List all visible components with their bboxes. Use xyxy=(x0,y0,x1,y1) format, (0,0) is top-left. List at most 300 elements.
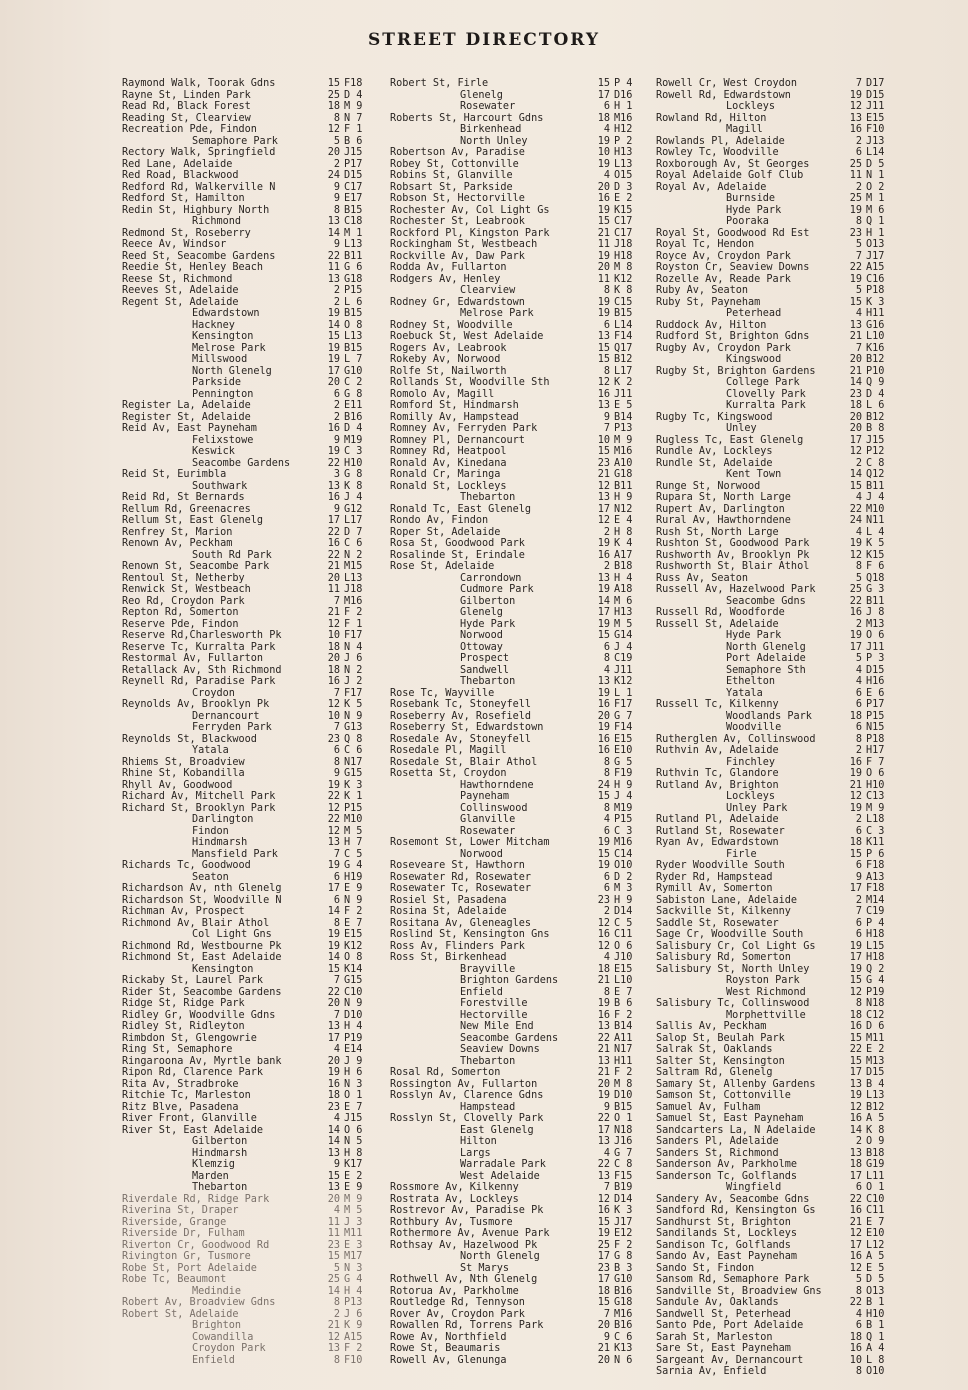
street-name: Rochester Av, Col Light Gs xyxy=(390,204,550,216)
grid-ref: D 3 xyxy=(614,181,633,193)
map-page: 6 xyxy=(855,722,862,733)
map-page: 13 xyxy=(597,400,610,411)
grid-ref: J17 xyxy=(866,250,885,262)
map-page: 16 xyxy=(849,756,862,768)
grid-ref: C13 xyxy=(866,791,885,802)
grid-ref: H 4 xyxy=(344,1285,363,1297)
map-page: 8 xyxy=(333,1297,340,1308)
map-page: 17 xyxy=(597,1274,610,1285)
street-name: Richmond Rd, Westbourne Pk xyxy=(122,940,282,952)
street-name: Thebarton xyxy=(460,1055,516,1067)
directory-entry xyxy=(656,113,896,125)
street-name: Reid Rd, St Bernards xyxy=(122,492,245,503)
grid-ref: L 6 xyxy=(344,296,363,308)
grid-ref: P15 xyxy=(866,710,885,722)
street-name: Rosiel St, Pasadena xyxy=(390,894,507,906)
street-name: Birkenhead xyxy=(460,124,522,135)
street-name: Sandcarters La, N Adelaide xyxy=(656,1124,816,1136)
street-name: Sando St, Findon xyxy=(656,1262,755,1274)
map-page: 18 xyxy=(849,1009,862,1021)
street-name: Rosewater Rd, Rosewater xyxy=(390,871,532,883)
map-page: 6 xyxy=(603,871,610,883)
street-name: Rollands St, Woodville Sth xyxy=(390,377,550,388)
street-name: Rosewater xyxy=(460,101,516,112)
grid-ref: H13 xyxy=(614,607,633,618)
map-page: 25 xyxy=(327,1274,340,1285)
grid-ref: B 6 xyxy=(614,998,633,1009)
map-page: 6 xyxy=(333,871,340,883)
directory-entry xyxy=(390,262,644,274)
map-page: 16 xyxy=(327,538,340,549)
grid-ref: M10 xyxy=(344,814,363,825)
street-name: Samary St, Allenby Gardens xyxy=(656,1078,816,1090)
street-name: Findon xyxy=(192,825,229,837)
directory-entry xyxy=(122,1021,374,1033)
street-name: Robey St, Cottonville xyxy=(390,158,519,170)
street-name: Ringaroona Av, Myrtle bank xyxy=(122,1055,282,1067)
street-name: Glanville xyxy=(460,814,516,825)
street-name: Rushworth St, Blair Athol xyxy=(656,561,810,572)
directory-entry xyxy=(122,826,374,838)
grid-ref: K 5 xyxy=(344,699,363,710)
directory-entry xyxy=(656,216,896,228)
street-name: Samuel St, East Payneham xyxy=(656,1113,804,1124)
street-name: Royal Av, Adelaide xyxy=(656,181,767,193)
directory-entry xyxy=(122,400,374,412)
map-page: 10 xyxy=(327,630,340,641)
street-name: Rentoul St, Netherby xyxy=(122,572,245,584)
map-page: 2 xyxy=(855,457,862,469)
map-page: 8 xyxy=(855,998,862,1009)
directory-entry xyxy=(656,757,896,769)
directory-entry xyxy=(122,389,374,401)
map-page: 8 xyxy=(603,768,610,779)
map-page: 6 xyxy=(603,641,610,653)
grid-ref: J 2 xyxy=(344,676,363,687)
street-name: Croydon Park xyxy=(192,1343,266,1354)
map-page: 14 xyxy=(327,1136,340,1147)
grid-ref: C15 xyxy=(614,296,633,308)
map-page: 22 xyxy=(327,457,340,469)
street-name: Magill xyxy=(726,124,763,135)
directory-entry xyxy=(656,124,896,136)
directory-entry xyxy=(656,872,896,884)
directory-entry xyxy=(390,78,644,90)
street-name: Salisbury Tc, Collinswood xyxy=(656,998,810,1009)
directory-entry xyxy=(656,688,896,700)
street-name: Rowland Rd, Hilton xyxy=(656,112,767,124)
grid-ref: D 4 xyxy=(344,423,363,434)
grid-ref: J 4 xyxy=(344,492,363,503)
directory-entry xyxy=(390,90,644,102)
grid-ref: D 4 xyxy=(866,388,885,400)
street-name: Redford Rd, Walkerville N xyxy=(122,181,276,193)
map-page: 14 xyxy=(327,906,340,917)
grid-ref: C 5 xyxy=(614,917,633,929)
map-page: 14 xyxy=(327,319,340,331)
map-page: 4 xyxy=(333,1113,340,1124)
street-name: Unley xyxy=(726,423,757,434)
grid-ref: B12 xyxy=(614,354,633,365)
street-name: Royston Park xyxy=(726,975,800,986)
directory-entry xyxy=(656,274,896,286)
grid-ref: O 8 xyxy=(344,319,363,331)
column-3 xyxy=(656,78,896,1378)
grid-ref: N15 xyxy=(866,722,885,733)
map-page: 22 xyxy=(849,1044,862,1055)
map-page: 16 xyxy=(327,1078,340,1090)
map-page: 15 xyxy=(597,354,610,365)
directory-entry xyxy=(390,607,644,619)
map-page: 25 xyxy=(849,193,862,204)
map-page: 17 xyxy=(327,1032,340,1044)
directory-entry xyxy=(122,1355,374,1367)
grid-ref: L17 xyxy=(614,365,633,377)
directory-entry xyxy=(122,147,374,159)
street-name: Royal Adelaide Golf Club xyxy=(656,170,804,181)
grid-ref: H 4 xyxy=(344,1021,363,1032)
street-name: Ronald Av, Kinedana xyxy=(390,457,507,469)
street-name: Rutland St, Rosewater xyxy=(656,825,785,837)
street-name: South Rd Park xyxy=(192,549,272,561)
directory-entry xyxy=(122,1136,374,1148)
grid-ref: M 1 xyxy=(344,227,363,239)
directory-entry xyxy=(122,665,374,677)
street-name: Reo Rd, Croydon Park xyxy=(122,595,245,607)
directory-entry xyxy=(656,803,896,815)
directory-entry xyxy=(122,906,374,918)
directory-entry xyxy=(390,136,644,148)
directory-entry xyxy=(390,1067,644,1079)
directory-entry xyxy=(122,101,374,113)
street-name: Ross Av, Flinders Park xyxy=(390,940,525,952)
map-page: 4 xyxy=(603,814,610,825)
street-name: Romney Pl, Dernancourt xyxy=(390,434,525,446)
street-name: Largs xyxy=(460,1147,491,1159)
directory-entry xyxy=(122,90,374,102)
street-name: Salisbury Cr, Col Light Gs xyxy=(656,940,816,952)
street-name: Kent Town xyxy=(726,469,782,480)
directory-entry xyxy=(122,768,374,780)
map-page: 15 xyxy=(327,1170,340,1182)
grid-ref: G 8 xyxy=(344,469,363,480)
grid-ref: H10 xyxy=(866,779,885,791)
directory-entry xyxy=(656,1332,896,1344)
directory-entry xyxy=(390,285,644,297)
grid-ref: Q 8 xyxy=(344,733,363,745)
map-page: 20 xyxy=(597,181,610,193)
grid-ref: G12 xyxy=(344,503,363,515)
directory-entry xyxy=(390,987,644,999)
street-name: Ridley St, Ridleyton xyxy=(122,1021,245,1032)
grid-ref: M16 xyxy=(614,837,633,848)
street-name: Rowlands Pl, Adelaide xyxy=(656,135,785,147)
grid-ref: K 3 xyxy=(344,779,363,791)
street-name: Edwardstown xyxy=(192,308,260,319)
map-page: 12 xyxy=(597,515,610,526)
grid-ref: M 8 xyxy=(614,1078,633,1090)
grid-ref: B15 xyxy=(614,1101,633,1113)
directory-entry xyxy=(122,1044,374,1056)
grid-ref: K12 xyxy=(614,676,633,687)
map-page: 6 xyxy=(603,101,610,112)
map-page: 15 xyxy=(849,975,862,986)
grid-ref: O 8 xyxy=(344,952,363,963)
grid-ref: J 9 xyxy=(344,1055,363,1067)
grid-ref: E 7 xyxy=(866,1216,885,1228)
street-name: Ethelton xyxy=(726,676,776,687)
directory-entry xyxy=(122,343,374,355)
street-name: Richmond xyxy=(192,216,242,227)
grid-ref: K14 xyxy=(344,963,363,975)
grid-ref: G 7 xyxy=(614,710,633,722)
directory-entry xyxy=(390,906,644,918)
grid-ref: F10 xyxy=(344,1354,363,1366)
map-page: 15 xyxy=(327,963,340,975)
street-name: Hyde Park xyxy=(460,618,516,630)
page-title: STREET DIRECTORY xyxy=(367,30,601,50)
map-page: 15 xyxy=(597,342,610,354)
grid-ref: P13 xyxy=(614,423,633,434)
street-name: Ritz Blve, Pasadena xyxy=(122,1101,239,1113)
grid-ref: G 4 xyxy=(344,1274,363,1285)
directory-entry xyxy=(390,366,644,378)
grid-ref: L13 xyxy=(344,239,363,250)
map-page: 19 xyxy=(327,308,340,319)
street-name: Rimbdon St, Glengowrie xyxy=(122,1032,257,1044)
street-name: Yatala xyxy=(726,687,763,699)
grid-ref: K 4 xyxy=(614,538,633,549)
grid-ref: C 3 xyxy=(344,446,363,457)
grid-ref: B18 xyxy=(866,1147,885,1159)
street-name: Norwood xyxy=(460,630,503,641)
directory-entry xyxy=(390,1251,644,1263)
directory-entry xyxy=(390,1240,644,1252)
map-page: 12 xyxy=(327,825,340,837)
directory-entry xyxy=(390,918,644,930)
street-name: Rushworth Av, Brooklyn Pk xyxy=(656,549,810,561)
street-name: Ross St, Birkenhead xyxy=(390,952,507,963)
map-page: 13 xyxy=(849,1147,862,1159)
street-name: Rush St, North Large xyxy=(656,526,779,538)
directory-entry xyxy=(122,1102,374,1114)
map-page: 12 xyxy=(327,699,340,710)
directory-entry xyxy=(390,435,644,447)
map-page: 22 xyxy=(327,549,340,561)
grid-ref: P 4 xyxy=(866,917,885,929)
map-page: 19 xyxy=(327,342,340,354)
directory-entry xyxy=(390,423,644,435)
directory-entry xyxy=(390,331,644,343)
directory-entry xyxy=(122,1263,374,1275)
directory-entry xyxy=(390,872,644,884)
directory-entry xyxy=(390,182,644,194)
grid-ref: E 6 xyxy=(866,687,885,699)
directory-entry xyxy=(122,791,374,803)
map-page: 20 xyxy=(327,653,340,664)
directory-entry xyxy=(656,101,896,113)
street-name: Darlington xyxy=(192,814,254,825)
map-page: 16 xyxy=(597,193,610,204)
map-page: 10 xyxy=(597,434,610,446)
directory-entry xyxy=(122,688,374,700)
grid-ref: G 4 xyxy=(866,975,885,986)
map-page: 5 xyxy=(855,572,862,584)
grid-ref: F 2 xyxy=(614,1239,633,1251)
street-name: Robson St, Hectorville xyxy=(390,193,525,204)
map-page: 19 xyxy=(849,89,862,101)
street-name: Lockleys xyxy=(726,101,776,112)
street-name: Sandwell xyxy=(460,664,510,676)
directory-entry xyxy=(122,550,374,562)
directory-entry xyxy=(390,860,644,872)
street-name: Reed St, Seacombe Gardens xyxy=(122,250,276,262)
directory-entry xyxy=(656,538,896,550)
map-page: 20 xyxy=(327,998,340,1009)
street-name: Richardson St, Woodville N xyxy=(122,894,282,906)
directory-entry xyxy=(390,573,644,585)
directory-entry xyxy=(390,745,644,757)
street-name: Thebarton xyxy=(460,492,516,503)
street-name: Sandison Tc, Golflands xyxy=(656,1239,791,1251)
street-name: Rosslyn St, Clovelly Park xyxy=(390,1113,544,1124)
map-page: 13 xyxy=(327,1021,340,1032)
map-page: 23 xyxy=(597,457,610,469)
map-page: 12 xyxy=(327,802,340,814)
street-name: Royce Av, Croydon Park xyxy=(656,250,791,262)
directory-entry xyxy=(656,561,896,573)
grid-ref: G 4 xyxy=(344,860,363,871)
directory-entry xyxy=(390,1228,644,1240)
street-name: Sackville St, Kilkenny xyxy=(656,906,791,917)
grid-ref: Q12 xyxy=(866,469,885,480)
directory-entry xyxy=(656,308,896,320)
street-name: Sanderson Tc, Golflands xyxy=(656,1170,798,1182)
grid-ref: M11 xyxy=(344,1228,363,1239)
street-name: Read Rd, Black Forest xyxy=(122,101,251,112)
map-page: 16 xyxy=(597,1205,610,1216)
directory-entry xyxy=(122,274,374,286)
map-page: 8 xyxy=(333,917,340,929)
directory-entry xyxy=(390,768,644,780)
map-page: 2 xyxy=(333,411,340,423)
directory-entry xyxy=(122,504,374,516)
directory-entry xyxy=(390,446,644,458)
street-name: Forestville xyxy=(460,998,528,1009)
map-page: 12 xyxy=(327,618,340,630)
map-page: 15 xyxy=(597,848,610,860)
map-page: 4 xyxy=(603,124,610,135)
map-page: 12 xyxy=(849,1228,862,1239)
street-name: Riverina St, Draper xyxy=(122,1205,239,1216)
grid-ref: Q17 xyxy=(614,342,633,354)
grid-ref: Q 9 xyxy=(866,377,885,388)
directory-entry xyxy=(390,1113,644,1125)
street-name: Rosetta St, Croydon xyxy=(390,768,507,779)
grid-ref: J 4 xyxy=(614,791,633,802)
grid-ref: G 6 xyxy=(344,262,363,273)
street-name: Reid Av, East Payneham xyxy=(122,423,257,434)
directory-entry xyxy=(122,941,374,953)
map-page: 20 xyxy=(597,710,610,722)
street-name: College Park xyxy=(726,377,800,388)
map-page: 19 xyxy=(327,1067,340,1078)
grid-ref: N 3 xyxy=(344,1262,363,1274)
street-name: Restormal Av, Fullarton xyxy=(122,653,264,664)
grid-ref: B19 xyxy=(614,1182,633,1193)
street-name: Sallis Av, Peckham xyxy=(656,1021,767,1032)
map-page: 11 xyxy=(849,170,862,181)
grid-ref: J15 xyxy=(344,1113,363,1124)
map-page: 10 xyxy=(849,1354,862,1366)
grid-ref: C19 xyxy=(866,906,885,917)
directory-entry xyxy=(390,964,644,976)
grid-ref: C10 xyxy=(866,1193,885,1205)
street-name: Gilberton xyxy=(192,1136,248,1147)
street-name: Rivington Gr, Tusmore xyxy=(122,1251,251,1262)
street-name: Rymill Av, Somerton xyxy=(656,883,773,894)
street-name: Sabiston Lane, Adelaide xyxy=(656,894,798,906)
map-page: 9 xyxy=(333,1159,340,1170)
grid-ref: H 7 xyxy=(344,837,363,848)
grid-ref: K17 xyxy=(344,1159,363,1170)
map-page: 6 xyxy=(855,929,862,940)
grid-ref: F18 xyxy=(344,78,363,89)
directory-entry xyxy=(122,1240,374,1252)
directory-entry xyxy=(122,377,374,389)
grid-ref: M13 xyxy=(866,1055,885,1067)
map-page: 13 xyxy=(327,1147,340,1159)
street-name: Hindmarsh xyxy=(192,837,248,848)
directory-entry xyxy=(390,676,644,688)
directory-entry xyxy=(122,331,374,343)
street-name: Rugby Tc, Kingswood xyxy=(656,411,773,423)
grid-ref: M11 xyxy=(866,1032,885,1044)
street-name: Rockville Av, Daw Park xyxy=(390,250,525,262)
directory-entry xyxy=(122,803,374,815)
directory-entry xyxy=(122,159,374,171)
street-name: Rural Av, Hawthorndene xyxy=(656,515,791,526)
street-name: Rundle St, Adelaide xyxy=(656,457,773,469)
directory-entry xyxy=(656,136,896,148)
map-page: 8 xyxy=(855,561,862,572)
map-page: 21 xyxy=(849,1216,862,1228)
street-name: Sandford Rd, Kensington Gs xyxy=(656,1205,816,1216)
grid-ref: H 9 xyxy=(614,492,633,503)
grid-ref: O 6 xyxy=(614,940,633,952)
directory-entry xyxy=(122,757,374,769)
street-name: Ottoway xyxy=(460,641,503,653)
street-name: Finchley xyxy=(726,756,776,768)
grid-ref: P10 xyxy=(866,365,885,377)
street-name: Regent St, Adelaide xyxy=(122,296,239,308)
directory-entry xyxy=(122,193,374,205)
map-page: 22 xyxy=(327,526,340,538)
directory-entry xyxy=(390,113,644,125)
directory-entry xyxy=(122,182,374,194)
street-name: Richman Av, Prospect xyxy=(122,906,245,917)
street-name: Ruthvin Tc, Glandore xyxy=(656,768,779,779)
grid-ref: L 6 xyxy=(866,400,885,411)
grid-ref: D14 xyxy=(614,1193,633,1205)
grid-ref: G10 xyxy=(614,1274,633,1285)
grid-ref: C18 xyxy=(344,216,363,227)
grid-ref: L18 xyxy=(866,814,885,825)
grid-ref: J11 xyxy=(866,101,885,112)
street-name: Port Adelaide xyxy=(726,653,806,664)
street-name: Unley Park xyxy=(726,802,788,814)
directory-entry xyxy=(122,228,374,240)
